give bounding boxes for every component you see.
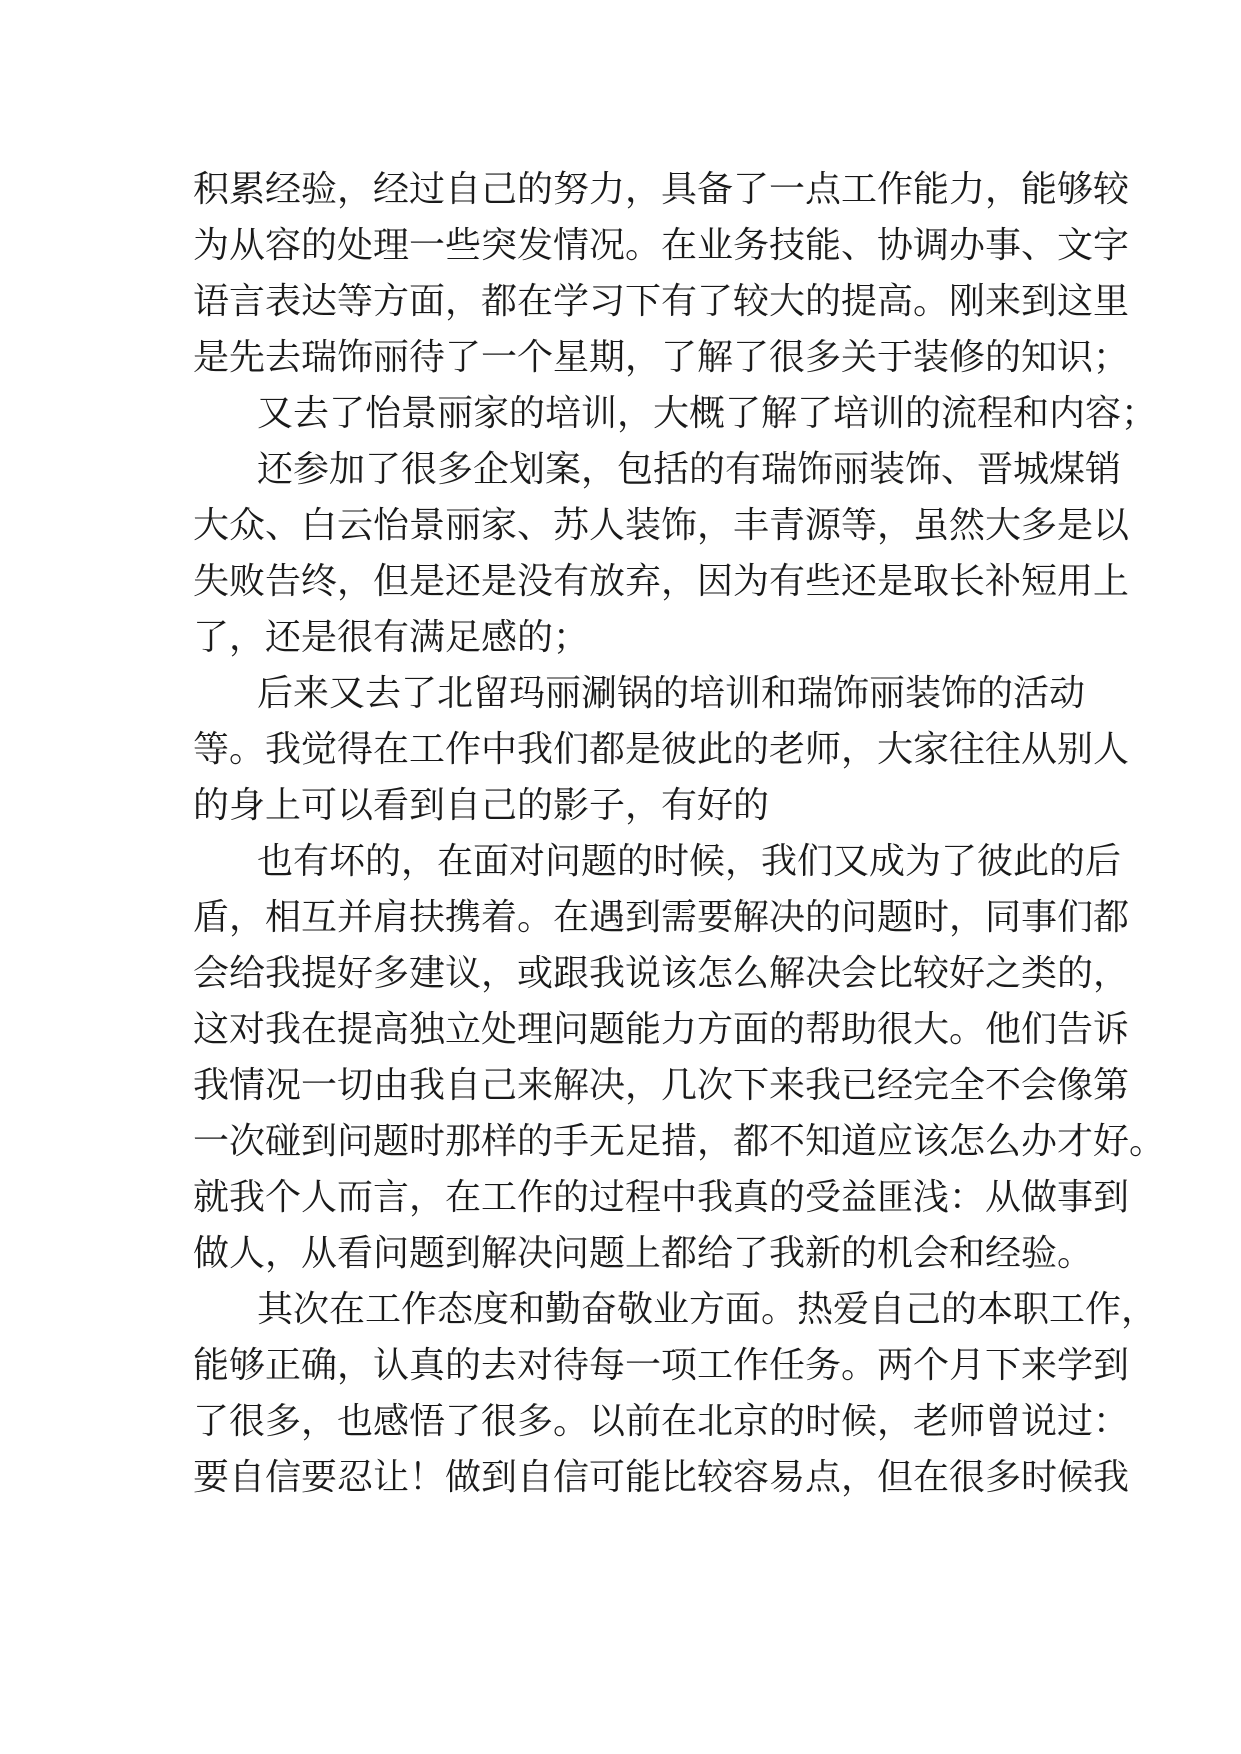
text-line: 语言表达等方面，都在学习下有了较大的提高。刚来到这里	[193, 281, 1130, 322]
text-line: 积累经验，经过自己的努力，具备了一点工作能力，能够较	[193, 169, 1130, 210]
text-line: 盾，相互并肩扶携着。在遇到需要解决的问题时，同事们都	[193, 897, 1130, 938]
text-line: 这对我在提高独立处理问题能力方面的帮助很大。他们告诉	[193, 1009, 1130, 1050]
text-line: 还参加了很多企划案，包括的有瑞饰丽装饰、晋城煤销	[257, 449, 1122, 490]
text-line: 就我个人而言，在工作的过程中我真的受益匪浅：从做事到	[193, 1177, 1130, 1218]
text-line: 一次碰到问题时那样的手无足措，都不知道应该怎么办才好。	[193, 1121, 1166, 1162]
text-line: 其次在工作态度和勤奋敬业方面。热爱自己的本职工作，	[257, 1289, 1158, 1330]
text-line: 是先去瑞饰丽待了一个星期，了解了很多关于装修的知识；	[193, 337, 1130, 378]
text-line: 我情况一切由我自己来解决，几次下来我已经完全不会像第	[193, 1065, 1130, 1106]
text-line: 能够正确，认真的去对待每一项工作任务。两个月下来学到	[193, 1345, 1130, 1386]
text-line: 了很多，也感悟了很多。以前在北京的时候，老师曾说过：	[193, 1401, 1130, 1442]
text-line: 等。我觉得在工作中我们都是彼此的老师，大家往往从别人	[193, 729, 1130, 770]
text-line: 又去了怡景丽家的培训，大概了解了培训的流程和内容；	[257, 393, 1158, 434]
text-line: 后来又去了北留玛丽涮锅的培训和瑞饰丽装饰的活动	[257, 673, 1086, 714]
text-line: 的身上可以看到自己的影子，有好的	[193, 785, 770, 826]
text-line: 了，还是很有满足感的；	[193, 617, 590, 658]
document-page	[193, 162, 1166, 1506]
text-line: 要自信要忍让！做到自信可能比较容易点，但在很多时候我	[193, 1457, 1130, 1498]
text-line: 做人，从看问题到解决问题上都给了我新的机会和经验。	[193, 1233, 1094, 1274]
text-line: 大众、白云怡景丽家、苏人装饰，丰青源等，虽然大多是以	[193, 505, 1130, 546]
text-line: 失败告终，但是还是没有放弃，因为有些还是取长补短用上	[193, 561, 1130, 602]
text-line: 也有坏的，在面对问题的时候，我们又成为了彼此的后	[257, 841, 1122, 882]
text-line: 会给我提好多建议，或跟我说该怎么解决会比较好之类的，	[193, 953, 1130, 994]
text-line: 为从容的处理一些突发情况。在业务技能、协调办事、文字	[193, 225, 1130, 266]
